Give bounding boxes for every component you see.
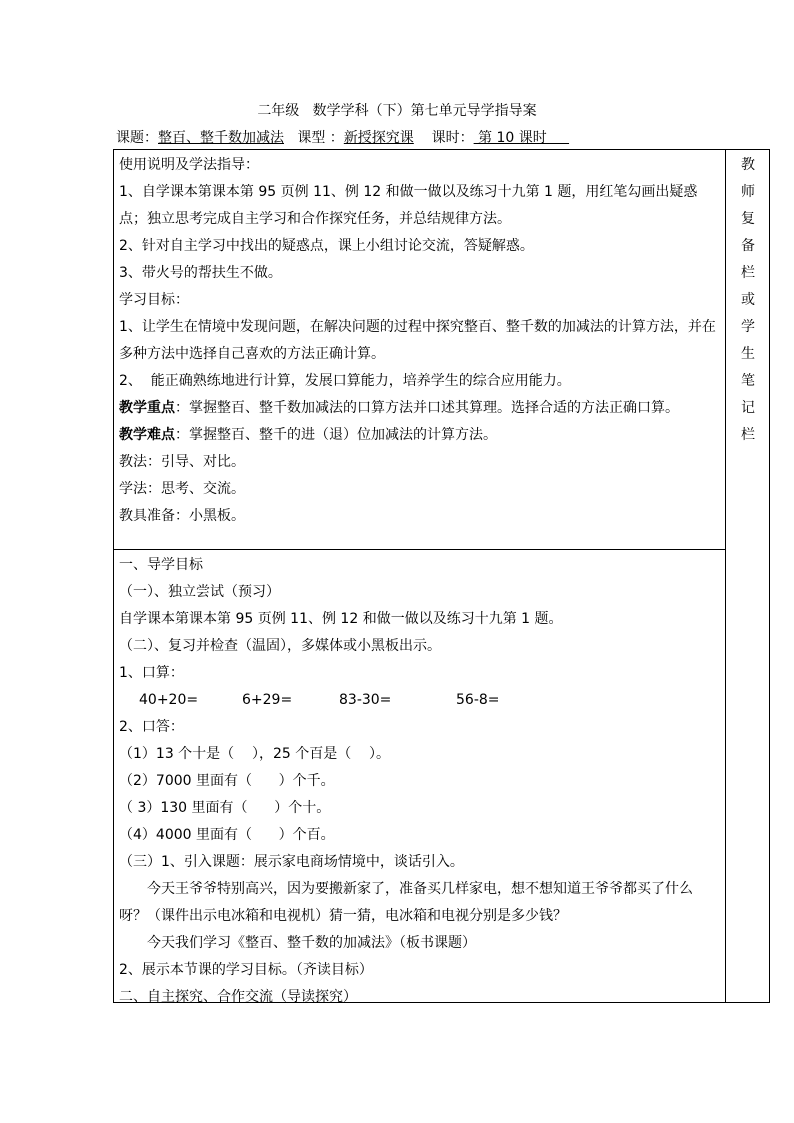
instructions-cell (119, 152, 719, 530)
topic-value: 整百、整千数加减法 (158, 130, 284, 146)
preview-text: 自学课本第课本第 95 页例 11、例 12 和做一做以及练习十九第 1 题。 (119, 611, 563, 627)
type-label: 课型 ： (297, 130, 344, 146)
notes-char: 笔 (741, 373, 755, 389)
usage-item: 2、针对自主学习中找出的疑惑点，课上小组讨论交流，答疑解惑。 (119, 238, 534, 254)
row-divider (113, 549, 726, 550)
notes-char: 记 (741, 400, 755, 416)
focus-text: ：掌握整百、整千数加减法的口算方法并口述其算理。选择合适的方法正确口算。 (175, 400, 679, 416)
notes-char: 栏 (741, 265, 755, 281)
period-label: 课时： (431, 130, 474, 146)
oral-answer-heading: 2、口答： (119, 719, 184, 735)
question-item: （4）4000 里面有（ ）个百。 (119, 827, 335, 843)
story-paragraph: 今天我们学习《整百、整千数的加减法》（板书课题） (147, 935, 476, 951)
oral-calc-row (119, 687, 719, 714)
usage-item: 1、自学课本第课本第 95 页例 11、例 12 和做一做以及练习十九第 1 题，用红笔勾画出疑惑点；独立思考完成自主学习和合作探究任务，并总结规律方法。 (119, 184, 698, 227)
notes-char: 师 (741, 184, 755, 200)
question-item: （ 3）130 里面有（ ）个十。 (119, 800, 331, 816)
notes-char: 学 (741, 319, 755, 335)
section-heading: 一、导学目标 (119, 557, 203, 573)
document-title: 二年级 数学学科（下）第七单元导学指导案 (257, 103, 537, 119)
question-item: （1）13 个十是（ ），25 个百是（ ）。 (119, 746, 391, 762)
difficulty-label: 教学难点 (119, 427, 175, 443)
teaching-method: 教法：引导、对比。 (119, 454, 245, 470)
procedure-cell (119, 552, 719, 1011)
teaching-focus (119, 395, 719, 422)
notes-char: 教 (741, 157, 755, 173)
lesson-info-line (116, 128, 569, 148)
subsection-heading: （一）、独立尝试（预习） (119, 584, 280, 600)
subsection-heading: （三）1、引入课题：展示家电商场情境中，谈话引入。 (119, 854, 464, 870)
notes-char: 或 (741, 292, 755, 308)
difficulty-text: ：掌握整百、整千的进（退）位加减法的计算方法。 (175, 427, 497, 443)
notes-column (726, 152, 770, 449)
usage-heading: 使用说明及学法指导： (119, 157, 259, 173)
notes-char: 复 (741, 211, 755, 227)
topic-label: 课题： (116, 130, 158, 146)
teaching-difficulty (119, 422, 719, 449)
period-value: 第 10 课时 (473, 130, 570, 146)
goals-heading: 学习目标： (119, 292, 189, 308)
calc-item: 6+29= (242, 692, 293, 708)
type-value: 新授探究课 (343, 130, 414, 146)
calc-item: 56-8= (456, 692, 500, 708)
goal-item: 2、 能正确熟练地进行计算，发展口算能力，培养学生的综合应用能力。 (119, 373, 571, 389)
usage-item: 3、带火号的帮扶生不做。 (119, 265, 282, 281)
question-item: （2）7000 里面有（ ）个千。 (119, 773, 335, 789)
learning-method: 学法：思考、交流。 (119, 481, 245, 497)
show-goals-text: 2、展示本节课的学习目标。（齐读目标） (119, 962, 373, 978)
calc-item: 40+20= (139, 692, 199, 708)
focus-label: 教学重点 (119, 400, 175, 416)
calc-item: 83-30= (339, 692, 392, 708)
goal-item: 1、让学生在情境中发现问题，在解决问题的过程中探究整百、整千数的加减法的计算方法，并在多种方法中选择自己喜欢的方法正确计算。 (119, 319, 716, 362)
oral-calc-heading: 1、口算： (119, 665, 184, 681)
teaching-tools: 教具准备：小黑板。 (119, 508, 245, 524)
notes-char: 生 (741, 346, 755, 362)
story-paragraph: 今天王爷爷特别高兴，因为要搬新家了，准备买几样家电，想不想知道王爷爷都买了什么呀？（课件出示电冰箱和电视机）猜一猜，电冰箱和电视分别是多少钱？ (119, 881, 693, 924)
notes-char: 栏 (741, 427, 755, 443)
section-heading: 二、自主探究、合作交流（导读探究） (119, 989, 357, 1005)
subsection-heading: （二）、复习并检查（温固），多媒体或小黑板出示。 (119, 638, 441, 654)
notes-char: 备 (741, 238, 755, 254)
